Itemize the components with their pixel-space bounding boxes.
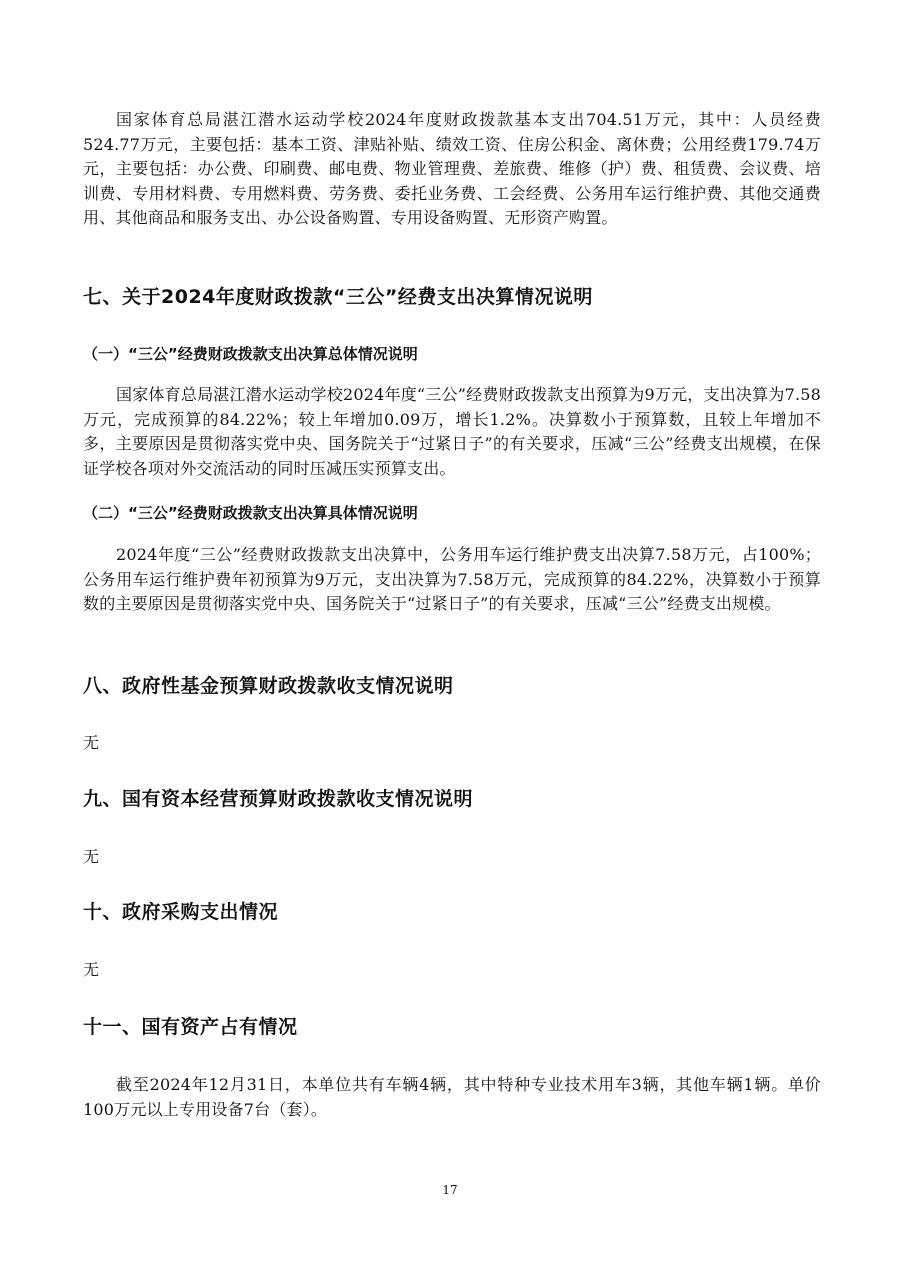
section-7-1-paragraph: 国家体育总局湛江潜水运动学校2024年度“三公”经费财政拨款支出预算为9万元，支出决算为7.58万元，完成预算的84.22%；较上年增加0.09万，增长1.2%。决算数小于预算数，且较上年增加不多，主要原因是贯彻落实党中央、国务院关于“过紧日子”的有关要求，压减“三公”经费支出规模，在保证学校各项对外交流活动的同时压减压实预算支出。 [83,385,821,478]
section-9-heading: 九、国有资本经营预算财政拨款收支情况说明 [83,788,474,810]
section-7-heading: 七、关于2024年度财政拨款“三公”经费支出决算情况说明 [83,286,593,308]
page-number: 17 [442,1183,458,1197]
section-7-2-heading: （二）“三公”经费财政拨款支出决算具体情况说明 [83,504,418,522]
section-11-paragraph: 截至2024年12月31日，本单位共有车辆4辆，其中特种专业技术用车3辆，其他车辆1辆。单价100万元以上专用设备7台（套）。 [83,1075,821,1119]
basic-expenditure-paragraph: 国家体育总局湛江潜水运动学校2024年度财政拨款基本支出704.51万元，其中：人员经费524.77万元，主要包括：基本工资、津贴补贴、绩效工资、住房公积金、离休费；公用经费179.74万元，主要包括：办公费、印刷费、邮电费、物业管理费、差旅费、维修（护）费、租赁费、会议费、培训费、专用材料费、专用燃料费、劳务费、委托业务费、工会经费、公务用车运行维护费、其他交通费用、其他商品和服务支出、办公设备购置、专用设备购置、无形资产购置。 [83,110,821,227]
section-11-heading: 十一、国有资产占有情况 [83,1016,298,1038]
section-10-heading: 十、政府采购支出情况 [83,901,279,923]
section-8-body: 无 [83,733,100,752]
section-8-heading: 八、政府性基金预算财政拨款收支情况说明 [83,675,454,697]
section-9-body: 无 [83,847,100,866]
section-7-1-heading: （一）“三公”经费财政拨款支出决算总体情况说明 [83,345,418,363]
section-10-body: 无 [83,960,100,979]
section-7-2-paragraph: 2024年度“三公”经费财政拨款支出决算中，公务用车运行维护费支出决算7.58万元，占100%；公务用车运行维护费年初预算为9万元，支出决算为7.58万元，完成预算的84.22%，决算数小于预算数的主要原因是贯彻落实党中央、国务院关于“过紧日子”的有关要求，压减“三公”经费支出规模。 [83,545,821,613]
